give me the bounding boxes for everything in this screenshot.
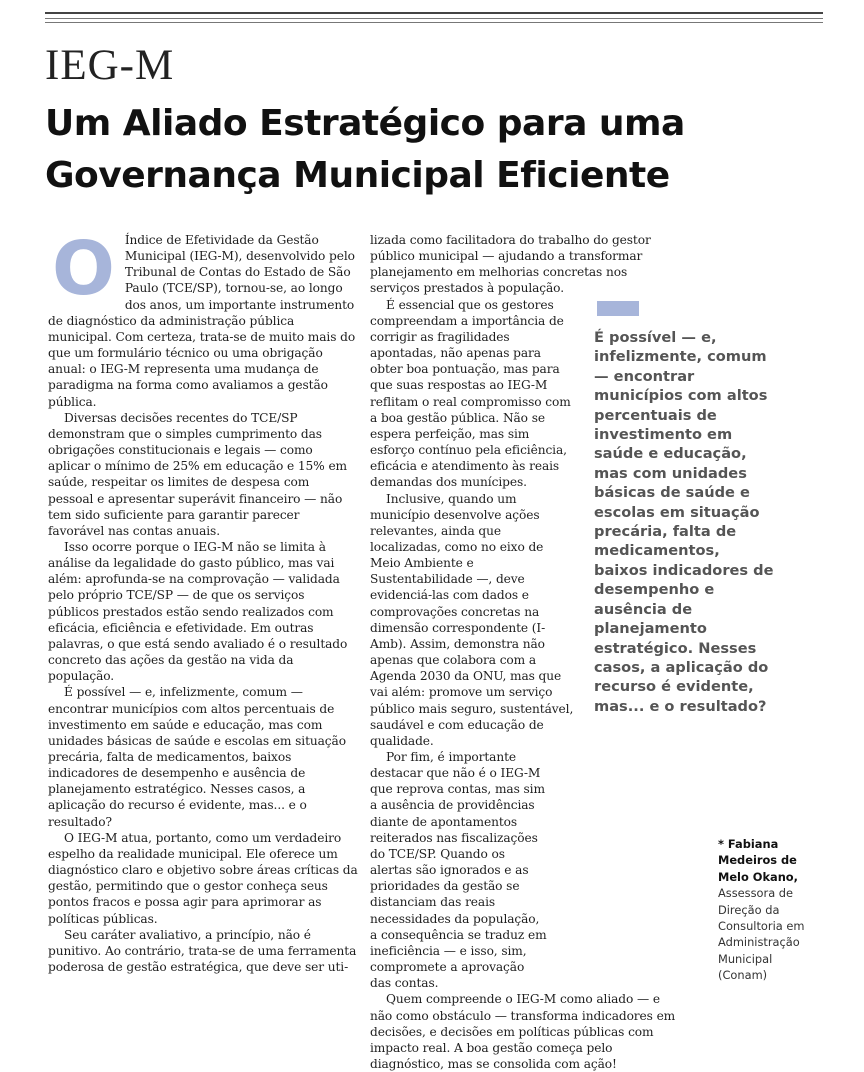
paragraph: É possível — e, infelizmente, comum — encontrar municípios com altos percentuais de investimento em saúde e educação, mas com unidades básicas de saúde e escolas em situação precária, falta de medicamentos, baixos indicadores de desempenho e ausência de planejamento estratégico. Nesses casos, a aplicação do recurso é evidente, mas... e o resultado?: [48, 685, 346, 829]
drop-cap: O: [52, 226, 115, 312]
paragraph: Diversas decisões recentes do TCE/SP demonstram que o simples cumprimento das obrigações constitucionais e legais — como aplicar o mínimo de 25% em educação e 15% em saúde, respeitar os limites de despesa com pessoal e apresentar superávit financeiro — não tem sido suficiente para garantir parecer favorável nas contas anuais.: [48, 410, 348, 538]
paragraph: É essencial que os gestores compreendam a importância de corrigir as fragilidades apontadas, não apenas para obter boa pontuação, mas para que suas respostas ao IEG-M reflitam o real compromisso com a boa gestão pública. Não se espera perfeição, mas sim esforço contínuo pela eficiência, eficácia e atendimento às reais demandas dos munícipes.: [370, 297, 571, 490]
paragraph: Isso ocorre porque o IEG-M não se limita à análise da legalidade do gasto público, mas vai além: aprofunda-se na comprovação — validada pelo próprio TCE/SP — de que os serviços públicos prestados estão sendo realizados com eficácia, eficiência e efetividade. Em outras palavras, o que está sendo avaliado é o resultado concreto das ações da gestão na vida da população.: [48, 539, 348, 684]
headline: Um Aliado Estratégico para uma Governança Municipal Eficiente: [45, 103, 685, 196]
paragraph: Seu caráter avaliativo, a princípio, não é punitivo. Ao contrário, trata-se de uma ferramenta poderosa de gestão estratégica, que deve ser uti-: [48, 927, 357, 975]
pull-quote-accent-bar: [597, 301, 639, 316]
author-name: * Fabiana Medeiros de Melo Okano,: [718, 837, 798, 884]
top-rule-thin: [45, 18, 823, 19]
paragraph: Por fim, é importante destacar que não é o IEG-M que reprova contas, mas sim a ausência de providências diante de apontamentos reiterados nas fiscalizações do TCE/SP. Quando os alertas são ignorados e as prioridades da gestão se distanciam das reais necessidades da população, a consequência se traduz em ineficiência — e isso, sim, compromete a aprovação das contas.: [370, 750, 547, 991]
paragraph: lizada como facilitadora do trabalho do gestor público municipal — ajudando a transformar planejamento em melhorias concretas nos serviços prestados à população.: [370, 233, 651, 296]
top-rule: [45, 12, 823, 14]
article-column-1: [48, 226, 358, 975]
paragraph: Inclusive, quando um município desenvolve ações relevantes, ainda que localizadas, como no eixo de Meio Ambiente e Sustentabilidade —, deve evidenciá-las com dados e comprovações concretas na dimensão correspondente (I-Amb). Assim, demonstra não apenas que colabora com a Agenda 2030 da ONU, mas que vai além: promove um serviço público mais seguro, sustentável, saudável e com educação de qualidade.: [370, 491, 574, 748]
paragraph: O Índice de Efetividade da Gestão Municipal (IEG-M), desenvolvido pelo Tribunal de Contas do Estado de São Paulo (TCE/SP), tornou-se, ao longo dos anos, um importante instrumento de diagnóstico da administração pública municipal. Com certeza, trata-se de muito mais do que um formulário técnico ou uma obrigação anual: o IEG-M representa uma mudança de paradigma na forma como avaliamos a gestão pública.: [48, 226, 356, 409]
kicker: IEG-M: [45, 42, 175, 89]
top-rule-thin-2: [45, 22, 823, 23]
author-role: Assessora de Direção da Consultoria em Administração Municipal (Conam): [718, 886, 805, 983]
pull-quote: É possível — e, infelizmente, comum — encontrar municípios com altos percentuais de investimento em saúde e educação, mas com unidades básicas de saúde e escolas em situação precária, falta de medicamentos, baixos indicadores de desempenho e ausência de planejamento estratégico. Nesses casos, a aplicação do recurso é evidente, mas... e o resultado?: [594, 329, 774, 715]
paragraph: O IEG-M atua, portanto, como um verdadeiro espelho da realidade municipal. Ele oferece um diagnóstico claro e objetivo sobre áreas críticas da gestão, permitindo que o gestor conheça seus pontos fracos e possa agir para aprimorar as políticas públicas.: [48, 830, 358, 926]
paragraph: Quem compreende o IEG-M como aliado — e não como obstáculo — transforma indicadores em decisões, e decisões em políticas públicas com impacto real. A boa gestão começa pelo diagnóstico, mas se consolida com ação!: [370, 992, 676, 1071]
author-box: [718, 836, 818, 984]
